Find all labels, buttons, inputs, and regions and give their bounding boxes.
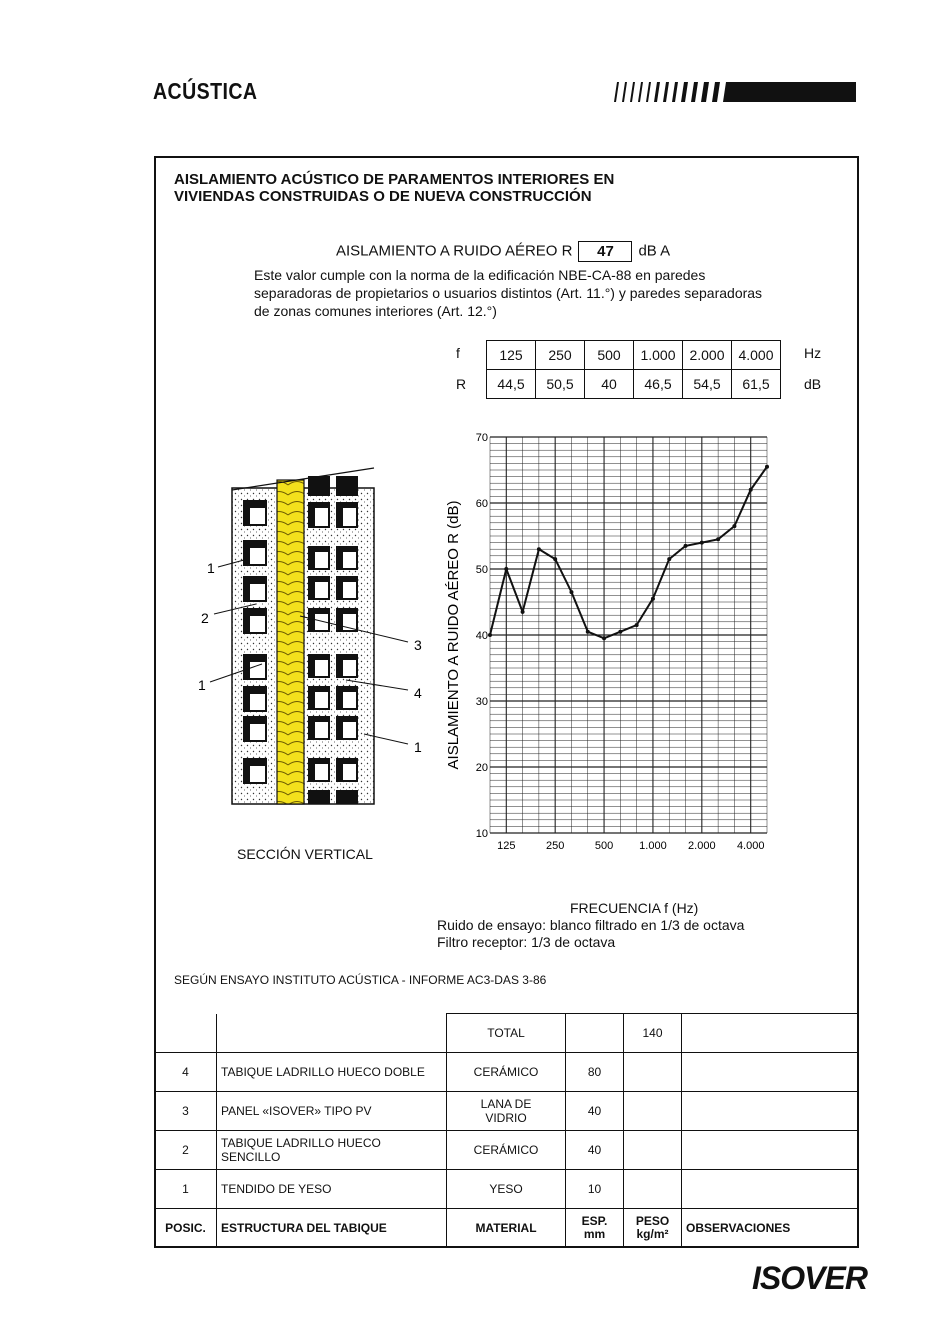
data-point [537,547,541,551]
rating-label: AISLAMIENTO A RUIDO AÉREO R [336,242,573,260]
data-points [488,465,769,641]
r-value-cell: 54,5 [683,370,732,399]
row-esp: 40 [566,1092,624,1131]
rating-line [336,241,670,262]
wall-section-drawing [190,460,440,830]
rating-value-box: 47 [578,241,632,262]
table-row [155,1092,857,1131]
r-row-label: R [456,376,467,392]
compliance-text: Este valor cumple con la norma de la edificación NBE-CA-88 en paredes separadoras de propietarios o usuarios distintos (Art. 11.°) y paredes separadoras de zonas comunes interiores (Art. 12.°) [254,267,763,319]
total-label: TOTAL [447,1014,566,1053]
row-pos: 4 [155,1053,217,1092]
section-title: ACÚSTICA [153,78,258,104]
x-axis-title: FRECUENCIA f (Hz) [570,900,699,916]
header-peso-l2: kg/m² [636,1227,669,1241]
x-tick-label: 125 [497,840,516,852]
y-tick-label: 40 [475,630,488,642]
chart-grid [490,437,767,833]
y-tick-label: 30 [475,696,488,708]
row-pos: 3 [155,1092,217,1131]
data-point [586,630,590,634]
x-tick-label: 1.000 [639,840,667,852]
r-value-cell: 61,5 [732,370,781,399]
y-tick-label: 70 [475,432,488,444]
row-pos: 2 [155,1131,217,1170]
x-tick-label: 500 [594,840,614,852]
receiver-filter-note: Filtro receptor: 1/3 de octava [437,934,616,950]
callout-label: 2 [201,610,209,626]
total-row [155,1014,857,1053]
frequency-row [487,341,781,370]
title-line-2: VIVIENDAS CONSTRUIDAS O DE NUEVA CONSTRUCCIÓN [174,188,592,205]
rating-unit: dB A [638,242,671,260]
row-pos: 1 [155,1170,217,1209]
data-point [488,633,492,637]
y-tick-label: 20 [475,762,488,774]
isover-logo: ISOVER [752,1260,867,1296]
r-value-cell: 46,5 [634,370,683,399]
data-point [618,630,622,634]
freq-cell: 250 [536,341,585,370]
r-value-cell: 44,5 [487,370,536,399]
material-line-1: LANA DE [480,1097,532,1111]
table-row [155,1053,857,1092]
row-structure: PANEL «ISOVER» TIPO PV [217,1092,447,1131]
row-esp: 80 [566,1053,624,1092]
source-note: SEGÚN ENSAYO INSTITUTO ACÚSTICA - INFORME AC3-DAS 3-86 [174,973,547,987]
data-point [749,488,753,492]
callout-label: 1 [198,677,206,693]
table-row [155,1170,857,1209]
header-pos: POSIC. [155,1209,217,1248]
header-esp-l1: ESP. [581,1214,608,1228]
data-point [765,465,769,469]
data-point [700,541,704,545]
series-line [490,467,767,639]
data-point [667,557,671,561]
y-tick-labels [476,432,488,840]
header-peso-l1: PESO [635,1214,670,1228]
header-esp [566,1209,624,1248]
components-table [155,1013,857,1247]
data-point [521,610,525,614]
f-row-label: f [456,345,460,361]
y-tick-label: 60 [475,498,488,510]
freq-cell: 500 [585,341,634,370]
header-row [155,1209,857,1248]
data-point [569,590,573,594]
row-esp: 10 [566,1170,624,1209]
db-unit-label: dB [804,376,822,392]
document-title [174,171,734,205]
r-value-row [487,370,781,399]
row-material: CERÁMICO [447,1131,566,1170]
row-material: YESO [447,1170,566,1209]
title-line-1: AISLAMIENTO ACÚSTICO DE PARAMENTOS INTERIORES EN [174,171,615,188]
x-tick-labels [497,840,764,852]
header-stripe-bar [610,80,860,104]
row-structure: TENDIDO DE YESO [217,1170,447,1209]
section-label: SECCIÓN VERTICAL [237,846,373,862]
header-structure: ESTRUCTURA DEL TABIQUE [217,1209,447,1248]
test-noise-note: Ruido de ensayo: blanco filtrado en 1/3 de octava [437,917,745,933]
y-tick-label: 50 [475,564,488,576]
data-point [553,557,557,561]
row-material: CERÁMICO [447,1053,566,1092]
callout-label: 1 [414,739,422,755]
total-peso: 140 [624,1014,682,1053]
table-row [155,1131,857,1170]
row-esp: 40 [566,1131,624,1170]
r-value-cell: 40 [585,370,634,399]
glass-wool-panel [277,480,304,804]
x-tick-label: 2.000 [688,840,716,852]
x-tick-label: 4.000 [736,840,765,852]
row-structure: TABIQUE LADRILLO HUECO DOBLE [217,1053,447,1092]
data-point [716,537,720,541]
header-obs: OBSERVACIONES [682,1209,858,1248]
freq-cell: 2.000 [683,341,732,370]
r-value-cell: 50,5 [536,370,585,399]
callout-label: 1 [207,560,215,576]
data-point [684,544,688,548]
data-point [602,636,606,640]
y-axis-label: AISLAMIENTO A RUIDO AÉREO R (dB) [445,500,462,770]
insulation-chart [430,425,790,865]
material-line-2: VIDRIO [485,1111,527,1125]
x-tick-label: 250 [545,840,565,852]
data-point [732,524,736,528]
freq-cell: 1.000 [634,341,683,370]
callout-label: 3 [414,637,422,653]
y-tick-label: 10 [475,828,488,840]
callout-label: 4 [414,685,422,701]
frequency-table [486,340,781,399]
freq-cell: 4.000 [732,341,781,370]
header-material: MATERIAL [447,1209,566,1248]
hz-unit-label: Hz [804,345,822,361]
data-point [635,623,639,627]
test-notes [437,917,744,951]
header-esp-l2: mm [583,1227,606,1241]
header-peso [624,1209,682,1248]
row-material [447,1092,566,1131]
freq-cell: 125 [487,341,536,370]
data-point [504,567,508,571]
row-structure: TABIQUE LADRILLO HUECO SENCILLO [217,1131,447,1170]
data-point [651,597,655,601]
